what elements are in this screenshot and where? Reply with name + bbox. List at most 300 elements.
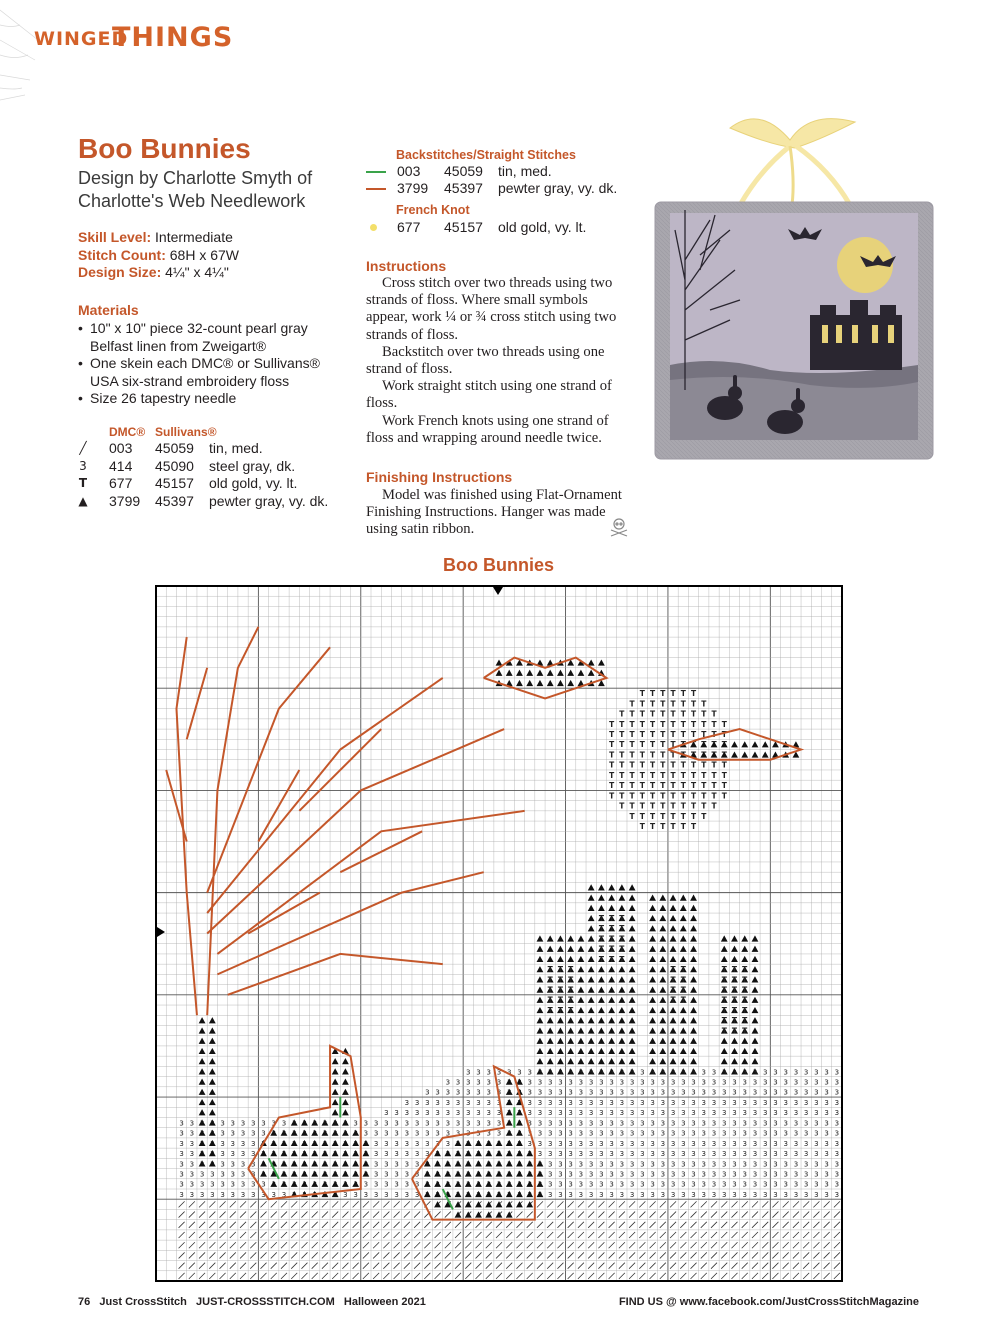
chart-stitch [598,1212,604,1218]
chart-stitch: 3 [496,1129,502,1138]
chart-stitch: T [629,811,635,821]
table-row: 003 45059 tin, med. [366,163,636,181]
chart-stitch: 3 [834,1119,840,1128]
chart-stitch [731,1232,737,1238]
chart-stitch: 3 [752,1078,758,1087]
chart-stitch: 3 [281,1190,287,1199]
chart-stitch: 3 [711,1190,717,1199]
chart-stitch [731,1201,737,1207]
chart-stitch [752,1027,759,1033]
chart-stitch [608,976,615,982]
chart-stitch [711,1252,717,1258]
chart-stitch: 3 [732,1180,737,1189]
chart-stitch: 3 [414,1119,420,1128]
chart-stitch [537,1222,543,1228]
chart-stitch: 3 [742,1109,747,1118]
chart-stitch: 3 [547,1078,553,1087]
chart-stitch [578,987,585,993]
chart-symbols [179,659,840,1282]
chart-stitch: 3 [373,1150,379,1159]
chart-stitch [650,1263,656,1269]
chart-stitch: 3 [650,1180,655,1189]
chart-stitch [424,1252,430,1258]
chart-stitch: 3 [261,1119,266,1128]
chart-stitch: 3 [762,1180,768,1189]
chart-stitch: 3 [240,1180,246,1189]
chart-stitch: 3 [711,1068,717,1077]
chart-stitch: 3 [179,1150,184,1159]
chart-stitch: 3 [445,1139,451,1148]
chart-stitch [527,1242,533,1248]
chart-stitch [435,1212,441,1218]
chart-stitch: 3 [803,1139,809,1148]
chart-stitch [609,1252,615,1258]
chart-stitch [404,1252,410,1258]
chart-stitch [567,946,574,952]
chart-stitch [496,1252,502,1258]
chart-stitch: 3 [558,1109,563,1118]
chart-stitch: 3 [742,1068,747,1077]
chart-stitch [578,935,585,941]
chart-stitch [578,956,585,962]
chart-stitch: 3 [578,1180,584,1189]
chart-stitch: 3 [486,1098,491,1107]
chart-stitch: 3 [722,1068,727,1077]
chart-stitch [588,1222,594,1228]
chart-stitch [793,1212,799,1218]
chart-stitch: 3 [414,1139,420,1148]
chart-stitch [629,1058,636,1064]
chart-stitch: T [639,791,645,801]
chart-stitch: 3 [722,1109,727,1118]
chart-stitch [649,895,656,901]
chart-stitch: 3 [558,1088,563,1097]
chart-stitch [516,1242,522,1248]
chart-stitch [690,976,697,982]
chart-stitch: 3 [640,1170,645,1179]
chart-stitch [506,1273,512,1279]
chart-stitch: T [742,1005,748,1015]
chart-stitch: 3 [558,1129,563,1138]
chart-stitch: 3 [803,1180,809,1189]
chart-stitch: 3 [210,1190,215,1199]
chart-stitch: 3 [619,1098,625,1107]
chart-stitch: 3 [558,1068,563,1077]
chart-stitch: 3 [629,1109,635,1118]
chart-stitch: T [742,965,748,975]
chart-stitch [557,1212,563,1218]
chart-stitch: 3 [803,1088,809,1097]
chart-stitch [721,1058,728,1064]
chart-stitch: 3 [762,1160,768,1169]
chart-stitch [435,1232,441,1238]
chart-stitch: 3 [251,1119,256,1128]
chart-stitch: 3 [793,1078,799,1087]
chart-stitch: 3 [834,1078,840,1087]
chart-stitch [660,1263,666,1269]
chart-stitch: 3 [455,1098,461,1107]
chart-stitch [588,925,595,931]
chart-stitch [496,1242,502,1248]
chart-stitch: T [701,811,707,821]
chart-stitch: 3 [773,1150,778,1159]
chart-stitch: T [660,781,666,791]
chart-stitch [332,1212,338,1218]
chart-stitch: T [731,1005,738,1015]
chart-stitch: 3 [476,1119,481,1128]
chart-stitch [240,1252,246,1258]
chart-stitch [762,1201,768,1207]
chart-stitch: 3 [722,1098,727,1107]
chart-stitch [445,1232,451,1238]
chart-stitch: T [701,801,707,811]
chart-stitch [711,1232,717,1238]
chart-stitch [189,1212,195,1218]
chart-stitch: 3 [251,1190,256,1199]
footer-find-us: FIND US @ www.facebook.com/JustCrossStitchMagazine [618,1296,919,1308]
chart-stitch [445,1252,451,1258]
chart-stitch [373,1242,379,1248]
chart-stitch [424,1232,430,1238]
chart-stitch: 3 [660,1078,666,1087]
chart-stitch [567,1058,574,1064]
chart-stitch [537,680,544,686]
chart-stitch [261,1232,267,1238]
chart-stitch: T [742,1026,748,1036]
chart-stitch: 3 [670,1160,676,1169]
chart-stitch [240,1273,246,1279]
chart-stitch [608,966,615,972]
chart-stitch [772,1232,778,1238]
chart-stitch [670,1232,676,1238]
chart-stitch [271,1273,277,1279]
chart-stitch [680,915,687,921]
chart-stitch [752,751,759,757]
chart-stitch [424,1222,430,1228]
chart-stitch: 3 [179,1190,184,1199]
chart-stitch [486,1263,492,1269]
chart-stitch [639,1242,645,1248]
chart-stitch: T [619,740,625,750]
chart-stitch [547,670,554,676]
chart-stitch [199,1222,205,1228]
chart-stitch: 3 [640,1190,645,1199]
chart-stitch: 3 [629,1170,635,1179]
chart-stitch: 3 [558,1139,563,1148]
chart-stitch: 3 [578,1170,584,1179]
chart-stitch [281,1201,287,1207]
chart-stitch [537,1242,543,1248]
chart-stitch [557,1263,563,1269]
table-row: T 677 45157 old gold, vy. lt. [78,475,298,491]
chart-stitch [670,1027,677,1033]
chart-stitch [742,1201,748,1207]
chart-stitch [332,1068,339,1074]
cross-stitch-chart [155,585,843,1282]
chart-stitch [557,956,564,962]
chart-stitch [649,966,656,972]
chart-stitch [588,935,595,941]
chart-stitch [383,1222,389,1228]
chart-stitch: 3 [220,1180,225,1189]
chart-stitch [659,966,666,972]
chart-stitch [701,1252,707,1258]
chart-stitch: 3 [547,1160,553,1169]
chart-stitch [209,1078,216,1084]
chart-stitch: 3 [824,1190,829,1199]
chart-stitch [762,751,769,757]
chart-stitch [659,925,666,931]
chart-stitch: 3 [803,1068,809,1077]
chart-stitch [618,1027,625,1033]
chart-stitch: 3 [568,1150,573,1159]
chart-stitch: 3 [701,1109,707,1118]
green-line-swatch [366,171,386,173]
chart-stitch [629,1038,636,1044]
chart-stitch: T [629,791,635,801]
chart-stitch [383,1201,389,1207]
chart-stitch [261,1273,267,1279]
chart-stitch: 3 [742,1078,747,1087]
chart-stitch: 3 [251,1170,256,1179]
chart-stitch [691,1242,697,1248]
floss-key-table [76,440,356,510]
chart-stitch [609,1273,615,1279]
chart-stitch: 3 [507,1068,512,1077]
chart-stitch: T [670,750,676,760]
chart-stitch [547,1273,553,1279]
chart-stitch: 3 [599,1088,604,1097]
chart-stitch: T [680,975,686,985]
chart-stitch: T [557,965,563,975]
chart-stitch: T [690,689,697,699]
chart-stitch: 3 [814,1088,819,1097]
chart-stitch: T [660,699,666,709]
chart-stitch [659,987,666,993]
chart-stitch [271,1212,277,1218]
chart-stitch [588,1212,594,1218]
chart-stitch [608,895,615,901]
chart-stitch: 3 [220,1129,225,1138]
chart-stitch [332,1109,339,1115]
chart-stitch: 3 [640,1119,645,1128]
chart-stitch [649,1058,656,1064]
instructions-body: Cross stitch over two threads using two strands of floss. Where small symbols appear, work ¼ or ¾ cross stitch using two strands of floss. Backstitch over two threads using one strand of floss. Work straight stitch using one strand of floss. Work French knots using one strand of floss and wrapping around needle twice. [366,275,617,446]
chart-stitch: T [639,770,645,780]
chart-stitch: T [619,944,625,954]
chart-stitch [578,976,585,982]
chart-stitch: T [650,811,656,821]
chart-stitch: T [660,811,666,821]
chart-stitch: T [721,770,727,780]
chart-stitch [220,1222,226,1228]
chart-stitch: 3 [230,1150,236,1159]
chart-stitch: 3 [373,1160,379,1169]
chart-stitch: 3 [640,1150,645,1159]
chart-stitch [598,1048,605,1054]
chart-stitch [332,1058,339,1064]
chart-stitch [312,1242,318,1248]
materials-list [78,320,348,408]
chart-stitch [834,1273,840,1279]
chart-stitch: 3 [486,1088,491,1097]
chart-stitch [711,1263,717,1269]
french-knot-swatch [370,224,377,231]
chart-stitch: 3 [650,1119,655,1128]
chart-stitch [496,1273,502,1279]
chart-stitch [629,976,636,982]
chart-stitch [312,1273,318,1279]
chart-stitch: 3 [220,1139,225,1148]
chart-stitch [240,1212,246,1218]
chart-stitch: 3 [425,1119,430,1128]
chart-stitch [660,1222,666,1228]
chart-stitch: 3 [650,1150,655,1159]
chart-stitch: 3 [803,1150,809,1159]
chart-stitch [414,1212,420,1218]
chart-stitch [199,1109,206,1115]
chart-stitch: 3 [814,1078,819,1087]
chart-stitch: 3 [353,1119,358,1128]
chart-stitch: 3 [762,1068,768,1077]
chart-stitch [250,1201,256,1207]
chart-stitch: 3 [752,1150,758,1159]
chart-stitch [772,1201,778,1207]
chart-stitch [598,1038,605,1044]
chart-stitch: 3 [496,1098,502,1107]
chart-stitch [629,1007,636,1013]
project-specs: Skill Level: Intermediate Stitch Count: 68H x 67W Design Size: 4¼" x 4¼" [78,229,240,280]
chart-stitch [629,1263,635,1269]
chart-stitch: T [609,740,615,750]
chart-stitch: 3 [773,1088,778,1097]
chart-stitch [209,1068,216,1074]
chart-stitch: 3 [384,1109,389,1118]
chart-stitch: T [629,729,635,739]
chart-stitch: 3 [619,1190,625,1199]
chart-stitch [383,1212,389,1218]
chart-stitch: 3 [701,1078,707,1087]
chart-stitch [680,1263,686,1269]
chart-stitch: 3 [599,1119,604,1128]
chart-stitch [199,1232,205,1238]
chart-stitch: T [660,770,666,780]
chart-stitch: 3 [179,1170,184,1179]
chart-stitch: 3 [834,1139,840,1148]
chart-stitch [465,1252,471,1258]
chart-stitch: 3 [762,1109,768,1118]
chart-stitch [547,1017,554,1023]
chart-stitch: T [619,924,625,934]
chart-stitch [691,1252,697,1258]
chart-stitch: 3 [445,1078,451,1087]
chart-stitch: 3 [373,1190,379,1199]
chart-stitch: 3 [394,1129,399,1138]
chart-stitch [752,966,759,972]
chart-stitch [598,997,605,1003]
chart-stitch [567,670,574,676]
chart-stitch: 3 [230,1190,236,1199]
chart-stitch: 3 [189,1119,195,1128]
chart-stitch: T [639,740,645,750]
chart-stitch [557,1017,564,1023]
chart-stitch: 3 [578,1160,584,1169]
chart-stitch [690,915,697,921]
chart-stitch: 3 [660,1088,666,1097]
chart-stitch [772,1252,778,1258]
chart-stitch [711,1212,717,1218]
footer-left: 76 Just CrossStitch JUST-CROSSSTITCH.COM Halloween 2021 [78,1296,426,1308]
chart-stitch: 3 [834,1109,840,1118]
chart-stitch [506,1222,512,1228]
chart-stitch: 3 [640,1078,645,1087]
chart-stitch [721,1273,727,1279]
chart-stitch [342,1232,348,1238]
chart-stitch [803,1232,809,1238]
chart-stitch [608,905,615,911]
chart-stitch: T [650,689,656,699]
chart-stitch [301,1263,307,1269]
chart-stitch: 3 [578,1129,584,1138]
chart-stitch [383,1242,389,1248]
chart-stitch: T [547,975,553,985]
chart-stitch: 3 [691,1088,696,1097]
chart-stitch: 3 [179,1180,184,1189]
chart-stitch: 3 [732,1068,737,1077]
chart-stitch: T [629,750,635,760]
chart-stitch [557,1058,564,1064]
chart-stitch [537,956,544,962]
chart-stitch [649,925,656,931]
chart-stitch [557,670,564,676]
chart-stitch [588,976,595,982]
chart-stitch: 3 [527,1068,532,1077]
chart-stitch: 3 [762,1129,768,1138]
chart-stitch [608,1048,615,1054]
chart-stitch: T [609,944,615,954]
chart-stitch [793,1263,799,1269]
chart-stitch [496,659,503,665]
chart-stitch: 3 [455,1109,461,1118]
chart-stitch [701,1263,707,1269]
chart-stitch: 3 [486,1068,491,1077]
chart-stitch: 3 [691,1160,696,1169]
chart-stitch: 3 [189,1160,195,1169]
chart-stitch [670,1048,677,1054]
chart-stitch [578,1048,585,1054]
chart-stitch: T [670,975,676,985]
chart-stitch: 3 [609,1139,614,1148]
chart-stitch: 3 [783,1139,788,1148]
chart-stitch [824,1201,830,1207]
chart-stitch [670,1222,676,1228]
chart-stitch: 3 [609,1109,614,1118]
chart-stitch [476,1273,482,1279]
chart-stitch [291,1252,297,1258]
chart-stitch: 3 [701,1190,707,1199]
chart-stitch [793,1242,799,1248]
chart-stitch [496,1232,502,1238]
chart-stitch: T [670,729,676,739]
chart-stitch [230,1222,236,1228]
chart-stitch: 3 [414,1109,420,1118]
chart-stitch [230,1212,236,1218]
chart-stitch: 3 [629,1160,635,1169]
chart-stitch [588,1263,594,1269]
chart-stitch: 3 [824,1068,829,1077]
chart-stitch [588,1252,594,1258]
chart-stitch: 3 [732,1078,737,1087]
